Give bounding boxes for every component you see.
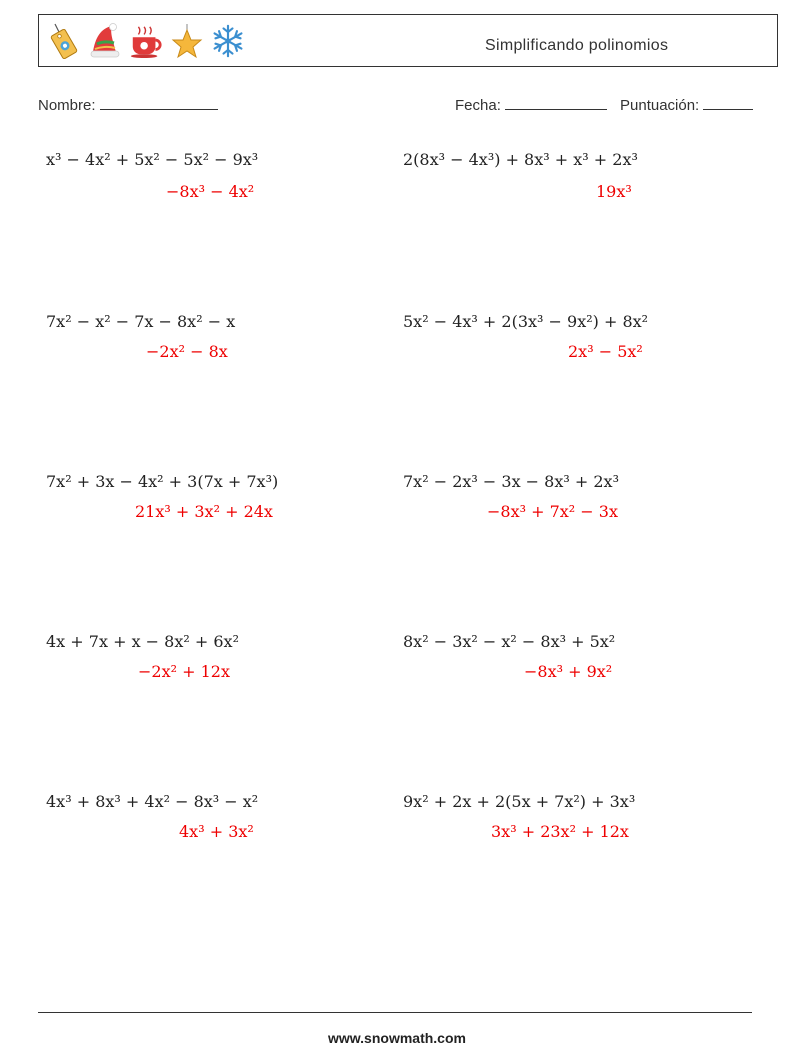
icon-row <box>47 21 245 61</box>
problem-7-question: 4x + 7x + x − 8x² + 6x² <box>46 632 239 651</box>
name-line <box>100 95 218 110</box>
problem-8-question: 8x² − 3x² − x² − 8x³ + 5x² <box>403 632 616 651</box>
footer-divider <box>38 1012 752 1013</box>
problem-3-answer: −2x² − 8x <box>146 342 228 361</box>
problem-8-answer: −8x³ + 9x² <box>524 662 613 681</box>
gift-tag-icon <box>47 21 81 61</box>
santa-hat-icon <box>88 21 122 61</box>
date-field <box>455 95 607 114</box>
problem-10-question: 9x² + 2x + 2(5x + 7x²) + 3x³ <box>403 792 636 811</box>
problem-6-question: 7x² − 2x³ − 3x − 8x³ + 2x³ <box>403 472 619 491</box>
problem-6-answer: −8x³ + 7x² − 3x <box>487 502 618 521</box>
header-box <box>38 14 778 67</box>
problem-5-question: 7x² + 3x − 4x² + 3(7x + 7x³) <box>46 472 279 491</box>
problem-2-question: 2(8x³ − 4x³) + 8x³ + x³ + 2x³ <box>403 150 638 169</box>
snowflake-icon <box>211 21 245 61</box>
score-line <box>703 95 753 110</box>
hot-drink-icon <box>129 21 163 61</box>
score-field <box>620 95 753 114</box>
problem-10-answer: 3x³ + 23x² + 12x <box>491 822 629 841</box>
problem-4-answer: 2x³ − 5x² <box>568 342 643 361</box>
name-field <box>38 95 218 114</box>
problem-9-answer: 4x³ + 3x² <box>179 822 254 841</box>
problem-9-question: 4x³ + 8x³ + 4x² − 8x³ − x² <box>46 792 259 811</box>
date-label: Fecha: <box>455 97 501 114</box>
problem-4-question: 5x² − 4x³ + 2(3x³ − 9x²) + 8x² <box>403 312 649 331</box>
problem-7-answer: −2x² + 12x <box>138 662 230 681</box>
name-label: Nombre: <box>38 97 96 114</box>
problem-2-answer: 19x³ <box>596 182 632 201</box>
star-icon <box>170 21 204 61</box>
score-label: Puntuación: <box>620 97 700 114</box>
problem-1-question: x³ − 4x² + 5x² − 5x² − 9x³ <box>46 150 259 169</box>
problem-1-answer: −8x³ − 4x² <box>166 182 255 201</box>
date-line <box>505 95 607 110</box>
problem-3-question: 7x² − x² − 7x − 8x² − x <box>46 312 236 331</box>
worksheet-title: Simplificando polinomios <box>485 37 669 54</box>
problem-5-answer: 21x³ + 3x² + 24x <box>135 502 273 521</box>
footer-url[interactable]: www.snowmath.com <box>328 1030 466 1046</box>
